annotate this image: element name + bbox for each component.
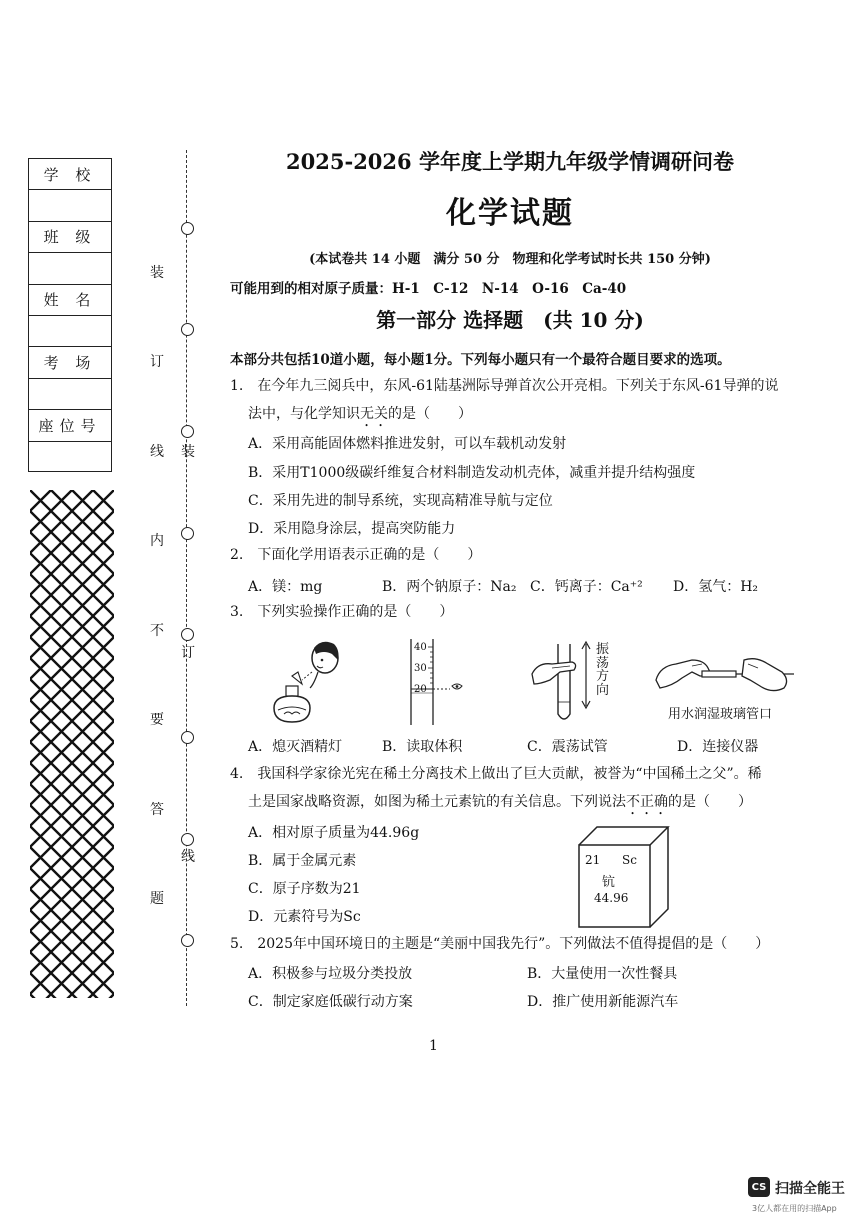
question-3-stem: 3. 下列实验操作正确的是（ ）: [230, 604, 454, 620]
scanner-app-name: 扫描全能王: [775, 1181, 845, 1197]
question-3-option-b[interactable]: B．读取体积: [382, 739, 463, 755]
exam-subtitle: 化学试题: [446, 196, 574, 231]
element-symbol: Sc: [622, 853, 637, 867]
emphasis-text: 不正确: [626, 794, 668, 810]
question-5-option-d[interactable]: D．推广使用新能源汽车: [527, 994, 679, 1010]
exam-title: 2025-2026 学年度上学期九年级学情调研问卷: [286, 149, 734, 174]
binding-char: 答: [150, 802, 164, 818]
question-3-option-c[interactable]: C．震荡试管: [527, 739, 608, 755]
exam-meta: (本试卷共 14 小题 满分 50 分 物理和化学考试时长共 150 分钟): [309, 252, 711, 267]
binding-char: 题: [150, 891, 164, 907]
question-2-option-c[interactable]: C．钙离子：Ca⁺²: [530, 579, 643, 595]
element-mass: 44.96: [594, 891, 629, 905]
alcohol-lamp-figure: [262, 636, 342, 728]
binding-char: 订: [181, 645, 195, 661]
question-2-option-b[interactable]: B．两个钠原子：Na₂: [382, 579, 517, 595]
element-number: 21: [585, 853, 601, 867]
element-card: [578, 826, 670, 928]
question-1-option-b[interactable]: B．采用T1000级碳纤维复合材料制造发动机壳体，减重并提升结构强度: [248, 465, 696, 481]
info-label-name: 姓 名: [29, 285, 111, 316]
info-field-class[interactable]: [29, 253, 111, 284]
question-2-option-a[interactable]: A．镁：mg: [248, 579, 323, 595]
question-1-stem: 1. 在今年九三阅兵中，东风-61陆基洲际导弹首次公开亮相。下列关于东风-61导弹的说: [230, 378, 779, 394]
page-number: 1: [429, 1038, 438, 1054]
question-4-option-c[interactable]: C．原子序数为21: [248, 881, 361, 897]
question-4-stem: 4. 我国科学家徐光宪在稀土分离技术上做出了巨大贡献，被誉为“中国稀土之父”。稀: [230, 766, 762, 782]
binding-hole: [181, 628, 194, 641]
info-field-seat[interactable]: [29, 442, 111, 473]
binding-char: 装: [150, 265, 164, 281]
info-field-room[interactable]: [29, 379, 111, 410]
question-2-stem: 2. 下面化学用语表示正确的是（ ）: [230, 547, 482, 563]
question-5-option-c[interactable]: C．制定家庭低碳行动方案: [248, 994, 413, 1010]
pipe-caption: 用水润湿玻璃管口: [668, 707, 773, 722]
binding-char: 线: [181, 849, 195, 865]
question-3-option-d[interactable]: D．连接仪器: [677, 739, 759, 755]
part-title: 第一部分 选择题 (共 10 分): [376, 308, 644, 332]
atomic-masses: 可能用到的相对原子质量：H-1 C-12 N-14 O-16 Ca-40: [230, 281, 627, 297]
test-tube-figure: [526, 640, 596, 726]
question-2-option-d[interactable]: D．氢气：H₂: [673, 579, 759, 595]
shake-direction-label: 振荡方向: [596, 642, 610, 698]
question-5-option-b[interactable]: B．大量使用一次性餐具: [527, 966, 678, 982]
binding-char: 线: [150, 444, 164, 460]
element-name: 钪: [602, 875, 616, 890]
question-4-stem-line2: [248, 793, 752, 818]
cylinder-tick-label: 20: [414, 684, 427, 695]
question-5-stem: 5. 2025年中国环境日的主题是“美丽中国我先行”。下列做法不值得提倡的是（ ）: [230, 936, 770, 952]
question-3-option-a[interactable]: A．熄灭酒精灯: [248, 739, 343, 755]
binding-char: 订: [150, 354, 164, 370]
cylinder-tick-label: 40: [414, 642, 427, 653]
info-field-school[interactable]: [29, 190, 111, 221]
connect-apparatus-figure: [652, 654, 798, 702]
scanner-tagline: 3亿人都在用的扫描App: [752, 1204, 837, 1213]
question-4-option-b[interactable]: B．属于金属元素: [248, 853, 357, 869]
binding-hole: [181, 323, 194, 336]
scanner-logo-icon: CS: [748, 1177, 770, 1197]
binding-hole: [181, 527, 194, 540]
stem-text: 的是（ ）: [668, 794, 752, 810]
binding-char: 内: [150, 533, 164, 549]
info-field-name[interactable]: [29, 316, 111, 347]
stem-text: 土是国家战略资源，如图为稀土元素钪的有关信息。下列说法: [248, 794, 626, 810]
cylinder-tick-label: 30: [414, 663, 427, 674]
binding-hole: [181, 934, 194, 947]
binding-char: 装: [181, 444, 195, 460]
binding-hole: [181, 731, 194, 744]
info-label-room: 考 场: [29, 347, 111, 378]
part-instructions: 本部分共包括10道小题，每小题1分。下列每小题只有一个最符合题目要求的选项。: [230, 352, 731, 368]
emphasis-text: 无关: [360, 406, 388, 422]
question-4-option-d[interactable]: D．元素符号为Sc: [248, 909, 361, 925]
question-4-option-a[interactable]: A．相对原子质量为44.96g: [248, 825, 420, 841]
info-label-class: 班 级: [29, 222, 111, 253]
question-1-stem-line2: [248, 405, 472, 430]
question-1-option-d[interactable]: D．采用隐身涂层，提高突防能力: [248, 521, 456, 537]
binding-char: 不: [150, 623, 164, 639]
binding-hole: [181, 222, 194, 235]
info-label-school: 学 校: [29, 159, 111, 190]
binding-hole: [181, 425, 194, 438]
info-label-seat: 座位号: [29, 410, 111, 441]
question-5-option-a[interactable]: A．积极参与垃圾分类投放: [248, 966, 413, 982]
question-1-option-a[interactable]: A．采用高能固体燃料推进发射，可以车载机动发射: [248, 436, 567, 452]
question-1-option-c[interactable]: C．采用先进的制导系统，实现高精准导航与定位: [248, 493, 553, 509]
binding-char: 要: [150, 712, 164, 728]
stem-text: 的是（ ）: [388, 406, 472, 422]
stem-text: 法中，与化学知识: [248, 406, 360, 422]
binding-line: [186, 150, 187, 1006]
binding-hole: [181, 833, 194, 846]
student-info-box: [28, 158, 112, 472]
lattice-pattern: [30, 490, 114, 998]
